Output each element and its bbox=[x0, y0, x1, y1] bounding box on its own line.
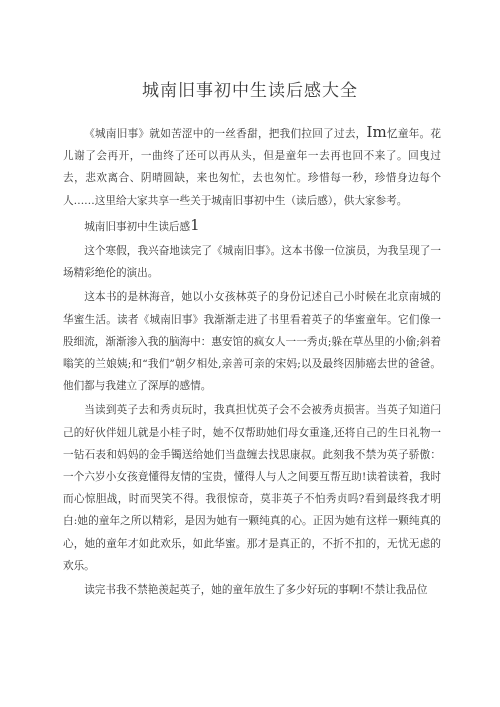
paragraph-text: 当读到英子去和秀贞玩时，我真担忧英子会不会被秀贞损害。当英子知道闩己的好伙伴妞儿就是小桂子时，她不仅帮助她们母女重逢,还将自己的生日礼物一一钻石表和妈妈的金手镯送给她们当盘缠去找思康叔。此刻我不禁为英子骄傲：一个六岁小女孩竟懂得友情的宝贵，懂得人与人之间要互帮互助!读着读着，我时而心惊胆战，时而哭笑不得。我很惊奇，莫非英子不怕秀贞吗?看到最终我才明白:她的童年之所以精彩，是因为她有一颗纯真的心。正因为她有这样一颗纯真的心，她的童年才如此欢乐，如此华蜜。那才是真正的，不折不扣的，无忧无虑的欢乐。 bbox=[63, 404, 441, 572]
page-title: 城南旧事初中生读后感大全 bbox=[142, 81, 358, 101]
paragraph-3 bbox=[63, 399, 441, 577]
paragraph-1 bbox=[63, 240, 441, 284]
heading-number: 1 bbox=[190, 215, 200, 234]
paragraph-text: 忆童年。花儿谢了会再开，一曲终了还可以再从头，但是童年一去再也回不来了。回曳过去，悲欢离合、阴晴圆缺，来也匆忙，去也匆忙。珍惜每一秒，珍惜身边每个人……这里给大家共享一些关于城南旧事初中生（读后感），供大家参考。 bbox=[63, 128, 442, 207]
paragraph-text: 《城南旧事》就如苦涩中的一丝香甜，把我们拉回了过去， bbox=[84, 128, 367, 140]
document-body bbox=[63, 121, 441, 601]
section-heading bbox=[63, 214, 441, 238]
paragraph-4 bbox=[63, 579, 441, 601]
heading-text: 城南旧事初中生读后感 bbox=[84, 220, 191, 233]
large-glyph: Im bbox=[366, 123, 387, 141]
paragraph-2 bbox=[63, 286, 441, 397]
paragraph-text: 读完书我不禁艳羡起英子，她的童年放生了多少好玩的事啊!不禁让我品位 bbox=[84, 584, 428, 597]
paragraph-intro bbox=[63, 121, 441, 212]
paragraph-text: 这本书的是林海音，她以小女孩林英子的身份记述自己小时候在北京南城的华蜜生活。读者《城南旧事》我渐渐走进了书里看着英子的华蜜童年。它们像一股细流，渐渐渗入我的脑海中：惠安馆的疯女人一一秀贞;躲在草丛里的小偷;斜着嗡笑的兰娘姨;和“我们”朝夕相处,亲善可亲的宋妈;以及最终因肺癌去世的爸爸。他们都与我建立了深厚的感情。 bbox=[63, 291, 441, 393]
paragraph-text: 这个寒假，我兴奋地读完了《城南旧事》。这本书像一位演员，为我呈现了一场精彩绝伦的演出。 bbox=[63, 245, 441, 280]
